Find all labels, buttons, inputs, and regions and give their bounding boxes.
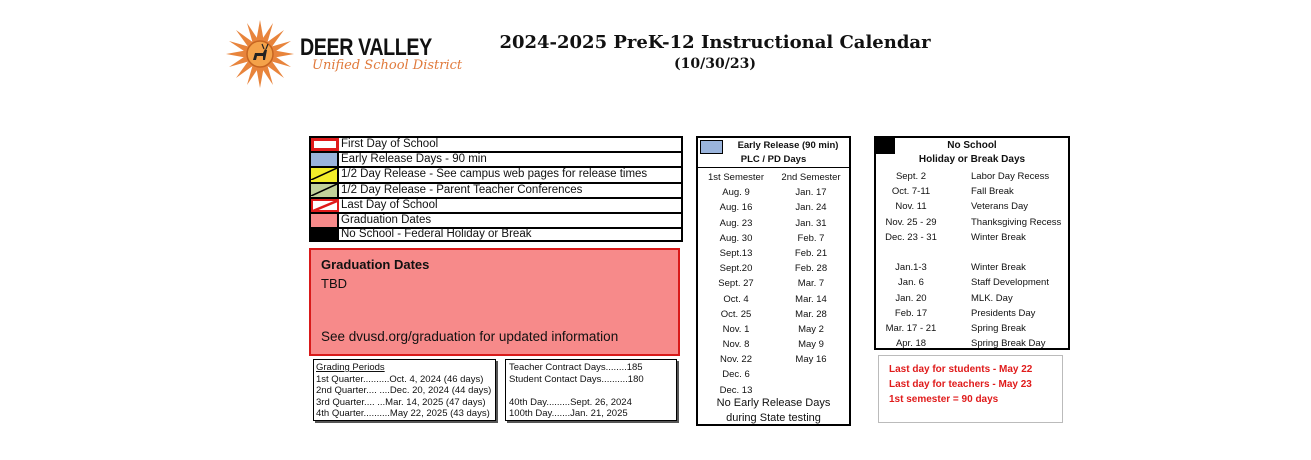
last-day-line: Last day for students - May 22 bbox=[889, 364, 1033, 375]
legend-item-last-day bbox=[309, 197, 683, 212]
legend-item-half-day-conferences bbox=[309, 182, 683, 197]
no-school-date: Jan. 6 bbox=[898, 277, 924, 289]
no-school-row bbox=[876, 336, 1068, 351]
first-semester-column bbox=[700, 170, 772, 398]
early-release-swatch-icon bbox=[700, 140, 723, 154]
legend-label: 1/2 Day Release - See campus web pages for release times bbox=[341, 168, 648, 181]
no-school-date: Nov. 25 - 29 bbox=[885, 216, 937, 228]
graduation-title: Graduation Dates bbox=[321, 257, 430, 272]
early-release-date: Mar. 14 bbox=[795, 293, 827, 305]
no-school-reason: Winter Break bbox=[971, 262, 1026, 274]
graduation-swatch-icon bbox=[311, 214, 339, 227]
no-school-row bbox=[876, 199, 1068, 214]
no-school-row bbox=[876, 260, 1068, 275]
early-release-heading: Early Release (90 min) bbox=[737, 140, 839, 151]
early-release-date: Aug. 16 bbox=[719, 202, 753, 214]
early-release-date: Mar. 7 bbox=[797, 278, 825, 290]
early-release-date: Dec. 13 bbox=[719, 384, 753, 396]
grading-periods-box bbox=[313, 359, 496, 421]
column-header: 2nd Semester bbox=[781, 172, 841, 183]
legend-item-half-day-campus bbox=[309, 166, 683, 181]
early-release-date: Aug. 9 bbox=[722, 187, 750, 199]
graduation-note: See dvusd.org/graduation for updated information bbox=[321, 329, 619, 344]
no-school-date: Oct. 7-11 bbox=[891, 186, 931, 198]
half-day-yellow-swatch-icon bbox=[311, 168, 339, 181]
early-release-date: Sept.20 bbox=[719, 263, 753, 275]
no-school-reason: Spring Break Day bbox=[971, 338, 1046, 350]
early-release-date: Jan. 31 bbox=[795, 217, 827, 229]
early-release-subheading: PLC / PD Days bbox=[740, 154, 807, 165]
no-school-row bbox=[876, 306, 1068, 321]
no-school-reason: Staff Development bbox=[971, 277, 1049, 289]
early-release-footer bbox=[698, 396, 849, 426]
no-school-row bbox=[876, 230, 1068, 245]
no-school-reason: Winter Break bbox=[971, 231, 1026, 243]
early-release-date: Jan. 24 bbox=[795, 202, 827, 214]
early-release-date: Nov. 8 bbox=[722, 339, 750, 351]
revision-date: (10/30/23) bbox=[674, 56, 756, 72]
early-release-date: Sept.13 bbox=[719, 247, 753, 259]
no-school-row bbox=[876, 275, 1068, 290]
contract-line: 40th Day.........Sept. 26, 2024 bbox=[509, 396, 632, 408]
legend-item-early-release bbox=[309, 151, 683, 166]
first-day-swatch-icon bbox=[311, 138, 339, 151]
no-school-row bbox=[876, 321, 1068, 336]
no-school-reason: Thanksgiving Recess bbox=[971, 216, 1062, 228]
legend bbox=[309, 136, 683, 242]
no-school-swatch-icon bbox=[311, 229, 339, 240]
early-release-box bbox=[696, 136, 851, 426]
no-school-reason: Presidents Day bbox=[971, 307, 1036, 319]
legend-label: No School - Federal Holiday or Break bbox=[341, 228, 532, 241]
no-school-reason: MLK. Day bbox=[971, 292, 1013, 304]
divider bbox=[698, 167, 849, 168]
legend-item-no-school bbox=[309, 227, 683, 242]
footer-line: No Early Release Days bbox=[716, 397, 831, 409]
no-school-date: Dec. 23 - 31 bbox=[885, 231, 937, 243]
logo-subtitle: Unified School District bbox=[312, 58, 463, 73]
no-school-box bbox=[874, 136, 1070, 350]
early-release-date: Nov. 22 bbox=[719, 354, 753, 366]
legend-label: Early Release Days - 90 min bbox=[341, 153, 487, 166]
no-school-date: Sept. 2 bbox=[895, 171, 927, 182]
grading-line: 2nd Quarter.... ....Dec. 20, 2024 (44 days) bbox=[316, 385, 492, 397]
no-school-date: Jan.1-3 bbox=[895, 262, 927, 274]
early-release-swatch-icon bbox=[311, 153, 339, 166]
early-release-date: Feb. 21 bbox=[794, 247, 828, 259]
contract-line: Teacher Contract Days........185 bbox=[509, 362, 643, 373]
legend-label: Last Day of School bbox=[341, 198, 438, 211]
early-release-date: Aug. 30 bbox=[719, 232, 753, 244]
early-release-date: May 16 bbox=[795, 354, 827, 366]
early-release-date: Oct. 25 bbox=[720, 308, 752, 320]
legend-item-graduation bbox=[309, 212, 683, 227]
contract-line: 100th Day.......Jan. 21, 2025 bbox=[509, 408, 628, 420]
no-school-reason: Fall Break bbox=[971, 186, 1014, 198]
last-day-line: 1st semester = 90 days bbox=[889, 394, 999, 405]
grading-line: 1st Quarter..........Oct. 4, 2024 (46 days) bbox=[316, 373, 484, 385]
early-release-date: Nov. 1 bbox=[722, 323, 750, 335]
last-day-box bbox=[878, 355, 1063, 423]
grading-line: 3rd Quarter.... ...Mar. 14, 2025 (47 days) bbox=[316, 396, 486, 408]
early-release-date: Feb. 7 bbox=[797, 232, 825, 244]
half-day-green-swatch-icon bbox=[311, 184, 339, 197]
graduation-body: TBD bbox=[321, 276, 347, 291]
no-school-date: Nov. 11 bbox=[895, 201, 927, 213]
no-school-reason: Labor Day Recess bbox=[971, 171, 1050, 182]
no-school-date: Apr. 18 bbox=[895, 338, 927, 350]
grading-title: Grading Periods bbox=[316, 362, 385, 373]
early-release-date: Feb. 28 bbox=[794, 263, 828, 275]
second-semester-column bbox=[775, 170, 847, 367]
no-school-row bbox=[876, 184, 1068, 199]
graduation-box bbox=[309, 248, 680, 356]
no-school-row bbox=[876, 169, 1068, 184]
legend-label: First Day of School bbox=[341, 138, 439, 151]
last-day-swatch-icon bbox=[311, 199, 339, 212]
logo-title: DEER VALLEY bbox=[300, 34, 432, 61]
district-logo bbox=[222, 18, 463, 92]
contract-line bbox=[509, 385, 673, 397]
legend-item-first-day bbox=[309, 136, 683, 151]
no-school-heading: No School bbox=[947, 140, 997, 151]
contract-line: Student Contact Days..........180 bbox=[509, 373, 644, 385]
early-release-date: May 9 bbox=[798, 339, 824, 351]
early-release-date: May 2 bbox=[798, 323, 824, 335]
early-release-date: Oct. 4 bbox=[723, 293, 749, 305]
no-school-row bbox=[876, 215, 1068, 230]
grading-line: 4th Quarter..........May 22, 2025 (43 days) bbox=[316, 408, 490, 420]
no-school-reason: Veterans Day bbox=[971, 201, 1029, 213]
no-school-date: Jan. 20 bbox=[895, 292, 927, 304]
sun-deer-logo-icon bbox=[222, 18, 302, 92]
legend-label: Graduation Dates bbox=[341, 214, 432, 227]
footer-line: during State testing bbox=[726, 412, 821, 424]
no-school-row bbox=[876, 291, 1068, 306]
early-release-date: Jan. 17 bbox=[795, 187, 827, 199]
early-release-date: Aug. 23 bbox=[719, 217, 753, 229]
no-school-date: Mar. 17 - 21 bbox=[885, 323, 937, 334]
legend-label: 1/2 Day Release - Parent Teacher Conferences bbox=[341, 183, 583, 196]
column-header: 1st Semester bbox=[708, 172, 764, 183]
no-school-date: Feb. 17 bbox=[894, 307, 928, 319]
last-day-line: Last day for teachers - May 23 bbox=[889, 379, 1032, 390]
contract-days-box bbox=[505, 359, 677, 421]
no-school-reason: Spring Break bbox=[971, 323, 1026, 334]
early-release-date: Dec. 6 bbox=[722, 369, 750, 381]
early-release-date: Sept. 27 bbox=[718, 278, 754, 290]
early-release-date: Mar. 28 bbox=[795, 308, 827, 320]
no-school-subheading: Holiday or Break Days bbox=[918, 154, 1026, 165]
page-title: 2024-2025 PreK-12 Instructional Calendar bbox=[499, 32, 931, 53]
